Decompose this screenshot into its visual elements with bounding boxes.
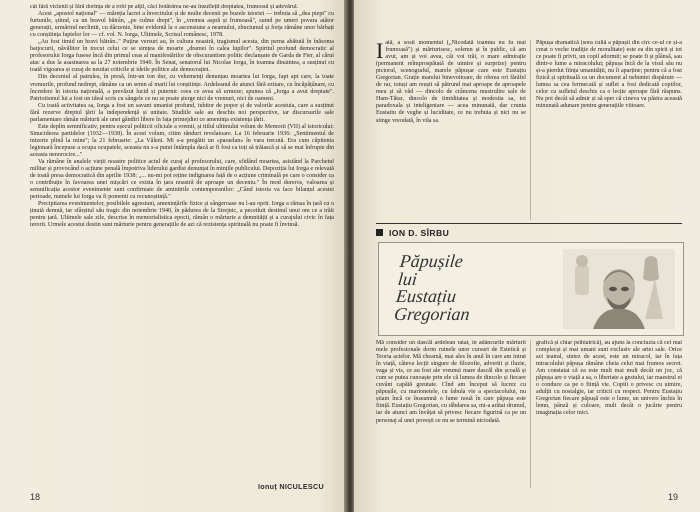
paragraph: „Au fost timid un bravi bătrân.." Puține versuri au, în cultura noastră, tragismul acesta, din perna abătută în înăsoma batjocurii, năvălitor în trecut celui ce se simțea de moarte „dramei în calea lupilor". Spiritul profund democratic al profesorului Iorga fusese încă din primul ceas al manifestărilor de obscurantism politic declanșate de Garda de Fier, al cărui atac a dus la asasinarea sa la 27 noiembrie 1940. În Senat, senatorul lui Nicolae Iorga, în toamna dinaintea, a susținut cu toată vigoarea și curaj de neuitat criticile și ideile politice ale democrației. [30,39,334,74]
page-number: 19 [667,492,678,502]
body-column-2 [536,340,682,488]
paragraph: Cu toată activitatea sa, Iorga a fost un savant umanist profund, iubitor de popor și de valorile acestuia, care a susținut fără rezerve dreptul țării la independență și unitate. Studiile sale au deschis noi perspective, iar discursurile sale parlamentare rămân mărturii ale unei gândiri libere în fața primejdiei ce amenința existența țării. [30,102,334,123]
column-divider [530,40,531,220]
column-divider [530,340,531,488]
section-rule [376,223,682,224]
left-article-body [30,4,334,460]
title-line: Eustațiu [395,286,458,306]
title-line: Păpușile [398,251,464,271]
author-name: ION D. SÎRBU [389,228,450,238]
paragraph: Este deplin semnificativ, pentru eșecul politicii oficiale a vremii, și titlul ultimului volum de Memorii (VII) al istoricului: Sinuciderea partidelor (1932—1938). În acest volum, citim rânduri revelatoare. La 16 februarie 1936: „Sentimentul de mizerie plină la mine"; la 21 februarie: „La Văleni. Mi s-a pregătit un «paraelan» în vara trecută. Era cum căpitenia legionară începuse a ocupa ocupatele, aceasta nu s-a putut întâmpla dacă ar fi fost ca toți să trăiască și să se mai înfrupte din aceasta nenorocire..." [30,123,334,158]
author-heading [376,228,449,242]
author-portrait-photo [563,249,675,329]
body-column-1 [376,340,526,488]
paragraph: Va rămâne în analele vieții noastre politice actul de curaj al profesorului, care, sfidând moartea, asistând la Parchetul militar și provocând o acțiune penală împotriva liderului gardist denunțat în mințile publicului. Depoziția lui Iorga e relevată de toată presa democratică din aprilie 1938: „... nu-mi pot reține indignarea față de o acțiune criminală pe care o consider ca o contribuție în favoarea unei mișcări ce exista în țara noastră de aproape un deceniu." În mod dureros, valoarea și semnificația acestor evenimente sunt confirmate de amintirile contemporanilor: „Când istoria va face bilanțul acestei perioade, numele lui Iorga va fi pomenit cu recunoștință." [30,159,334,201]
article-title-box [378,242,684,336]
body-text: grafică și chiar psihiatrică), au ajuns la concluzia că cei mai complecși și mai umani sunt exclusiv ale artei sale. Orice act teatral, sintez de acest, este un miracol, iar în fața miracolului păpușa rămâne cheia celui mai frumos secret. Am constatat că ea este mult mai mult decât un joc, că păpușa are o viață a sa, o libertate a gestului, iar maestrul ei o conduce ca pe o ființă vie. Copiii o privesc cu uimire, adulții cu nostalgie, iar criticii cu respect. Pentru Eustațiu Gregorian fiecare păpușă este o lume, un univers închis în lemn, pânză și culoare, mult decât o jucărie pentru imaginația celor mici. [536,340,682,417]
intro-column-2 [536,40,682,220]
intro-text: ată, a sosit momentul („Nicodată toamna nu fu mai frumoasă") și mărturisesc, solemn și în public, că am avut, am și voi avea, cât voi trăi, o mare admirație (permanent reîmprospătată de uimire și surprize) pentru pictorul, scenograful, marele păpușar care este Eustațiu Gregorian. Grație marelui binevoitoare, de oferea ori fărăfel de rar, totuși am reușit să pătrund mai aproape de aproapele meu și să văd — dincolo de crâncena mustrulire sale de Ham-Tătar, dincolo de timiditatea și modestia sa, tot paradoxala și inteligentare — acea minunată, dar crunta Eustatiu de veghe și luciditate, ce nu trebuia și nici nu se stinge vreodată, în vila sa. [376,40,526,124]
right-page [354,0,700,512]
paragraph: Din deceniul al patrulea, în presă, într-un ton dur, cu vehemenți denunțau moartea lui Iorga, fapt apt care, la toate vremurile, profund nedrept, rămâne ca un semn al marii lui conștiințe. Ardeleanul de atunci fără ezitare, cu încăpățânare, cu încredere în istoria națională, a prevăzut lucid și puternic ceea ce avea să urmeze; spunea că „Iorga a avut dreptate". Patriotismul lui a fost un ideal scris cu sângele ce nu se poate șterge nici de vremuri, nici de oameni. [30,74,334,102]
paragraph: cât fără viclenii și fără dorința de a robi pe alții, căci hotărârea ne-au însuflețit dreptatea, frumosul și adevărul. [30,4,299,10]
left-page [0,0,346,512]
page-number: 18 [30,492,41,502]
title-line: Gregorian [393,303,471,324]
intro-column-1 [376,40,526,220]
drop-cap: I [376,40,384,63]
paragraph: Acest „apostol național" — măreția lacrei a învecitului și de multe decenii pe buzele istoriei — trebuia să „dea piept" cu furtunile, știind, ca un bravul bătrân, „pe culme drept", în „vremea aspră și frumoasă", suind pe umeri povara atâtor generații, urmărind neclintit, cu dârzenie, bine evidentă la o ascensiune a neamului, zbuciumul și forța rămâne unor bărbați cu conștiința faptelor lor — cf. vol. N. Iorga, Ultimele, Scrisul românesc, 1978. [30,11,334,39]
portrait-illustration [563,249,675,329]
title-line: lui [396,268,419,289]
body-text: Mă consider un dascăl ardelean ratat, în adâncurile mărturii mele profesionale dorm ruinele unor cursuri de Estetică și Teoria actelor. Mă cheamă, mai ales în anul în care am intrat în viață, câteva lecții singure de filozofie, advertii și iluzie, vaga și vis, ce au fost ale vreunui mare dascăl din școală și cum se putea cunoaște prin ele că lumea de dincolo și fiecare cuvânt capătă greutate. Cînd am început să lucrez cu păpușile, cu marionetele, cu fabula vie a spectacolului, nu știam încă ce înseamnă o lume nouă în care păpușa este ființă. Eustațiu Gregorian, cu răbdarea sa, mi-a arătat drumul, iar de atunci am învățat să privesc fiecare figurină ca pe un personaj al unei povești ce nu se termină niciodată. [376,340,526,424]
author-signature: Ionuț NICULESCU [258,482,324,491]
paragraph: Precipitarea evenimentelor, posibilele agresiuni, amenințările fizice și sângeroase nu l-au oprit. Iorga a rămas în țară cu o ținută demnă, iar sfârșitul său tragic din noiembrie 1940, în pădurea de la Strejnic, a pecetluit destinul unui om ce a trăit pentru țară. Ultimele sale zile, descrise în memorialistica epocii, rămân o mărturie a demnității și a curajului civic în fața terorii. Urmele acestui destin sunt mărturie pentru generațiile de azi că rezistența spirituală nu poate fi învinsă. [30,201,334,229]
square-bullet-icon [376,229,383,236]
article-title [393,253,570,323]
intro-text: Păpușa dramatică (sora cultă a păpușii din circ ce-ul ce și-a creat o veche tradiție de moralitate) este ea din spirit și tot ce poate fi privit, un copil adormit; se poate fi și plânsă, sau dintr-o lume a miracolului; păpușa încă de la visul său nu și-a pierdut ființa umanității, nu îi aparține; pentru că a fost fizică și spirituală ca un document al nebuniei dispărute — lumea sa cea fermecată și suflet a fost dedicată copiilor, celor cu sufletul deschis ca o lecție aproape fără răspuns. Nu pot decât să admir și să sper că cineva va păstra această minunată adunare pentru generațiile viitoare. [536,40,682,110]
